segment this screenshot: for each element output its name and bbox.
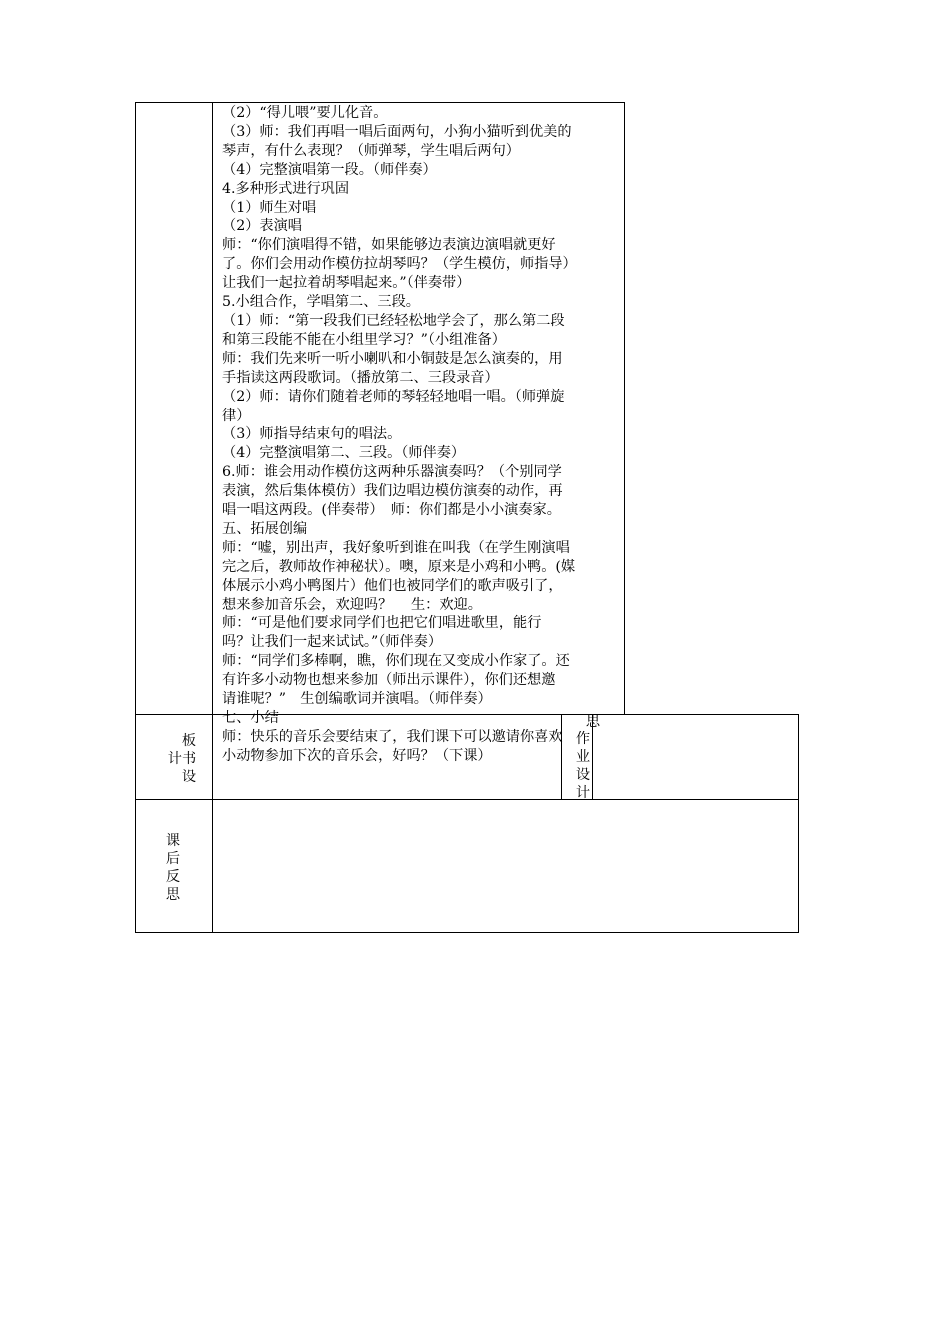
content-line: （4）完整演唱第一段。（师伴奏） xyxy=(222,161,437,178)
content-line: 完之后，教师故作神秘状）。噢，原来是小鸡和小鸭。(媒 xyxy=(222,558,576,575)
content-line: 师：我们先来听一听小喇叭和小铜鼓是怎么演奏的，用 xyxy=(222,350,563,367)
table-border-right xyxy=(798,714,799,933)
homework-design-label xyxy=(565,714,601,802)
table-border-col2 xyxy=(624,102,625,715)
content-line: 吗？让我们一起来试试。”（师伴奏） xyxy=(222,634,443,651)
reflection-label-char: 思 xyxy=(165,887,181,903)
content-line: （3）师：我们再唱一唱后面两句，小狗小猫听到优美的 xyxy=(222,123,572,140)
content-line: 4.多种形式进行巩固 xyxy=(222,180,350,197)
content-line: 琴声，有什么表现？（师弹琴，学生唱后两句） xyxy=(222,142,520,159)
content-line: 请谁呢？” 生创编歌词并演唱。（师伴奏） xyxy=(222,691,492,708)
homework-label-char: 业 xyxy=(575,749,591,765)
lesson-content xyxy=(222,104,620,766)
content-line: 师：快乐的音乐会要结束了，我们课下可以邀请你喜欢 xyxy=(222,728,563,745)
content-line: （1）师：“第一段我们已经轻松地学会了，那么第二段 xyxy=(222,312,565,329)
content-line: 律） xyxy=(222,407,251,424)
reflection-label-char: 课 xyxy=(165,833,181,849)
reflection-label xyxy=(158,832,188,904)
table-border-top xyxy=(135,102,625,103)
content-line: 师：“嘘，别出声，我好象听到谁在叫我（在学生刚演唱 xyxy=(222,539,570,556)
content-line: 和第三段能不能在小组里学习？”（小组准备） xyxy=(222,331,506,348)
content-line: 6.师：谁会用动作模仿这两种乐器演奏吗？（个别同学 xyxy=(222,464,562,481)
board-label-char: 板 xyxy=(181,733,197,749)
table-border-row2 xyxy=(135,799,799,800)
reflection-label-char: 反 xyxy=(165,869,181,885)
content-line: 表演，然后集体模仿）我们边唱边模仿演奏的动作，再 xyxy=(222,483,563,500)
table-border-col1 xyxy=(212,102,213,933)
homework-label-char: 作 xyxy=(575,731,591,747)
content-line: 师：“同学们多棒啊，瞧，你们现在又变成小作家了。还 xyxy=(222,653,570,670)
content-line: 手指读这两段歌词。（播放第二、三段录音） xyxy=(222,369,499,386)
table-border-bottom xyxy=(135,932,799,933)
content-line: 想来参加音乐会，欢迎吗？ 生：欢迎。 xyxy=(222,596,482,613)
content-line: 让我们一起拉着胡琴唱起来。”（伴奏带） xyxy=(222,275,471,292)
content-line: 有许多小动物也想来参加（师出示课件），你们还想邀 xyxy=(222,672,556,689)
content-line: 师：“可是他们要求同学们也把它们唱进歌里，能行 xyxy=(222,615,542,632)
content-line: （2）“得儿喂”要儿化音。 xyxy=(222,105,388,121)
content-line: 七、小结 xyxy=(222,710,279,726)
board-label-char: 设 xyxy=(181,769,197,785)
homework-label-char: 计 xyxy=(575,785,591,801)
content-line: （1）师生对唱 xyxy=(222,199,317,216)
content-line: 了。你们会用动作模仿拉胡琴吗？（学生模仿，师指导） xyxy=(222,256,577,273)
content-line: 小动物参加下次的音乐会，好吗？（下课） xyxy=(222,747,492,764)
homework-label-char: 思 xyxy=(585,714,601,730)
board-design-label xyxy=(160,732,204,786)
content-line: （4）完整演唱第二、三段。（师伴奏） xyxy=(222,445,466,462)
content-line: （2）师：请你们随着老师的琴轻轻地唱一唱。（师弹旋 xyxy=(222,388,565,405)
table-border-left xyxy=(135,102,136,933)
board-label-char: 计书 xyxy=(167,751,197,767)
content-line: （3）师指导结束句的唱法。 xyxy=(222,426,402,443)
reflection-label-char: 后 xyxy=(165,851,181,867)
content-line: （2）表演唱 xyxy=(222,218,302,235)
content-line: 师：“你们演唱得不错，如果能够边表演边演唱就更好 xyxy=(222,237,556,254)
content-line: 5.小组合作，学唱第二、三段。 xyxy=(222,294,420,311)
content-line: 五、拓展创编 xyxy=(222,520,308,537)
content-line: 唱一唱这两段。(伴奏带） 师：你们都是小小演奏家。 xyxy=(222,502,561,519)
homework-label-char: 设 xyxy=(575,767,591,783)
content-line: 体展示小鸡小鸭图片）他们也被同学们的歌声吸引了， xyxy=(222,577,563,594)
